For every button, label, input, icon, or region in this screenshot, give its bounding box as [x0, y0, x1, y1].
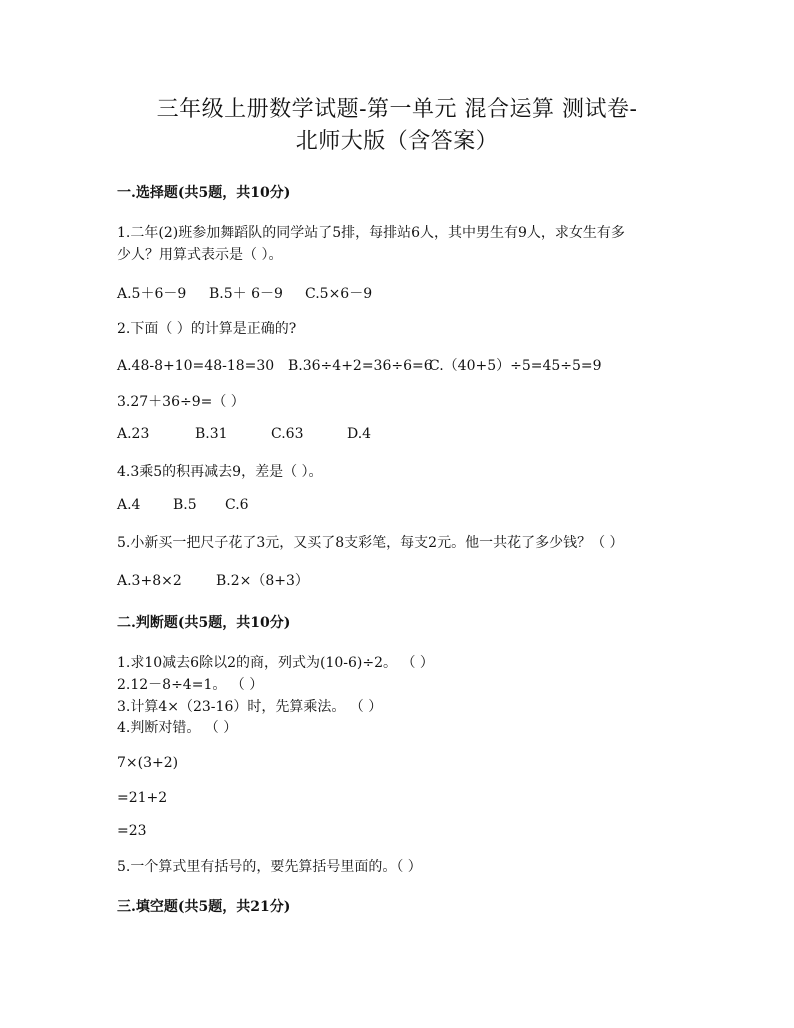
- document-title-line-1: 三年级上册数学试题-第一单元 混合运算 测试卷-: [156, 97, 638, 122]
- option-b: B.2×（8+3）: [216, 573, 309, 589]
- choice-q2-options: [117, 355, 602, 375]
- document-title-line-2: 北师大版（含答案）: [295, 129, 499, 154]
- option-a: A.48-8+10=48-18=30: [117, 358, 275, 374]
- choice-q3-options: [117, 426, 371, 442]
- choice-q5-options: [117, 570, 309, 590]
- section-heading-judge: 二.判断题(共5题，共10分): [117, 615, 291, 631]
- option-c: C.（40+5）÷5=45÷5=9: [429, 358, 602, 374]
- option-b: B.5: [173, 497, 197, 513]
- section-heading-choice: 一.选择题(共5题，共10分): [117, 185, 291, 201]
- judge-q2-text: 2.12－8÷4=1。 （ ）: [117, 677, 264, 693]
- option-c: C.6: [225, 497, 249, 513]
- judge-q4-expression-3: =23: [117, 823, 147, 839]
- choice-q4-text: 4.3乘5的积再减去9，差是（ ）。: [117, 464, 323, 480]
- judge-q5-text: 5.一个算式里有括号的，要先算括号里面的。（ ）: [117, 859, 422, 875]
- choice-q1-text-line-2: 少人？用算式表示是（ ）。: [117, 247, 283, 263]
- choice-q1-text-line-1: 1.二年(2)班参加舞蹈队的同学站了5排，每排站6人，其中男生有9人，求女生有多: [117, 225, 625, 241]
- option-c: C.63: [271, 426, 304, 442]
- choice-q3-text: 3.27＋36÷9=（ ）: [117, 394, 245, 410]
- judge-q1-text: 1.求10减去6除以2的商，列式为(10-6)÷2。 （ ）: [117, 655, 434, 671]
- judge-q4-text: 4.判断对错。 （ ）: [117, 720, 238, 736]
- option-c: C.5×6－9: [305, 286, 373, 302]
- option-b: B.5＋ 6－9: [209, 286, 283, 302]
- choice-q1-options: [117, 283, 372, 303]
- choice-q5-text: 5.小新买一把尺子花了3元，又买了8支彩笔，每支2元。他一共花了多少钱？（ ）: [117, 535, 624, 551]
- section-heading-fill: 三.填空题(共5题，共21分): [117, 899, 291, 915]
- choice-q4-options: [117, 497, 249, 513]
- option-a: A.3+8×2: [117, 573, 182, 589]
- option-b: B.31: [195, 426, 228, 442]
- option-a: A.5＋6－9: [117, 286, 187, 302]
- judge-q4-expression-2: =21+2: [117, 790, 168, 806]
- option-b: B.36÷4+2=36÷6=6: [288, 358, 433, 374]
- option-d: D.4: [347, 426, 372, 442]
- judge-q4-expression-1: 7×(3+2): [117, 755, 179, 771]
- choice-q2-text: 2.下面（ ）的计算是正确的?: [117, 321, 297, 337]
- judge-q3-text: 3.计算4×（23-16）时，先算乘法。 （ ）: [117, 699, 383, 715]
- option-a: A.23: [117, 426, 150, 442]
- option-a: A.4: [117, 497, 141, 513]
